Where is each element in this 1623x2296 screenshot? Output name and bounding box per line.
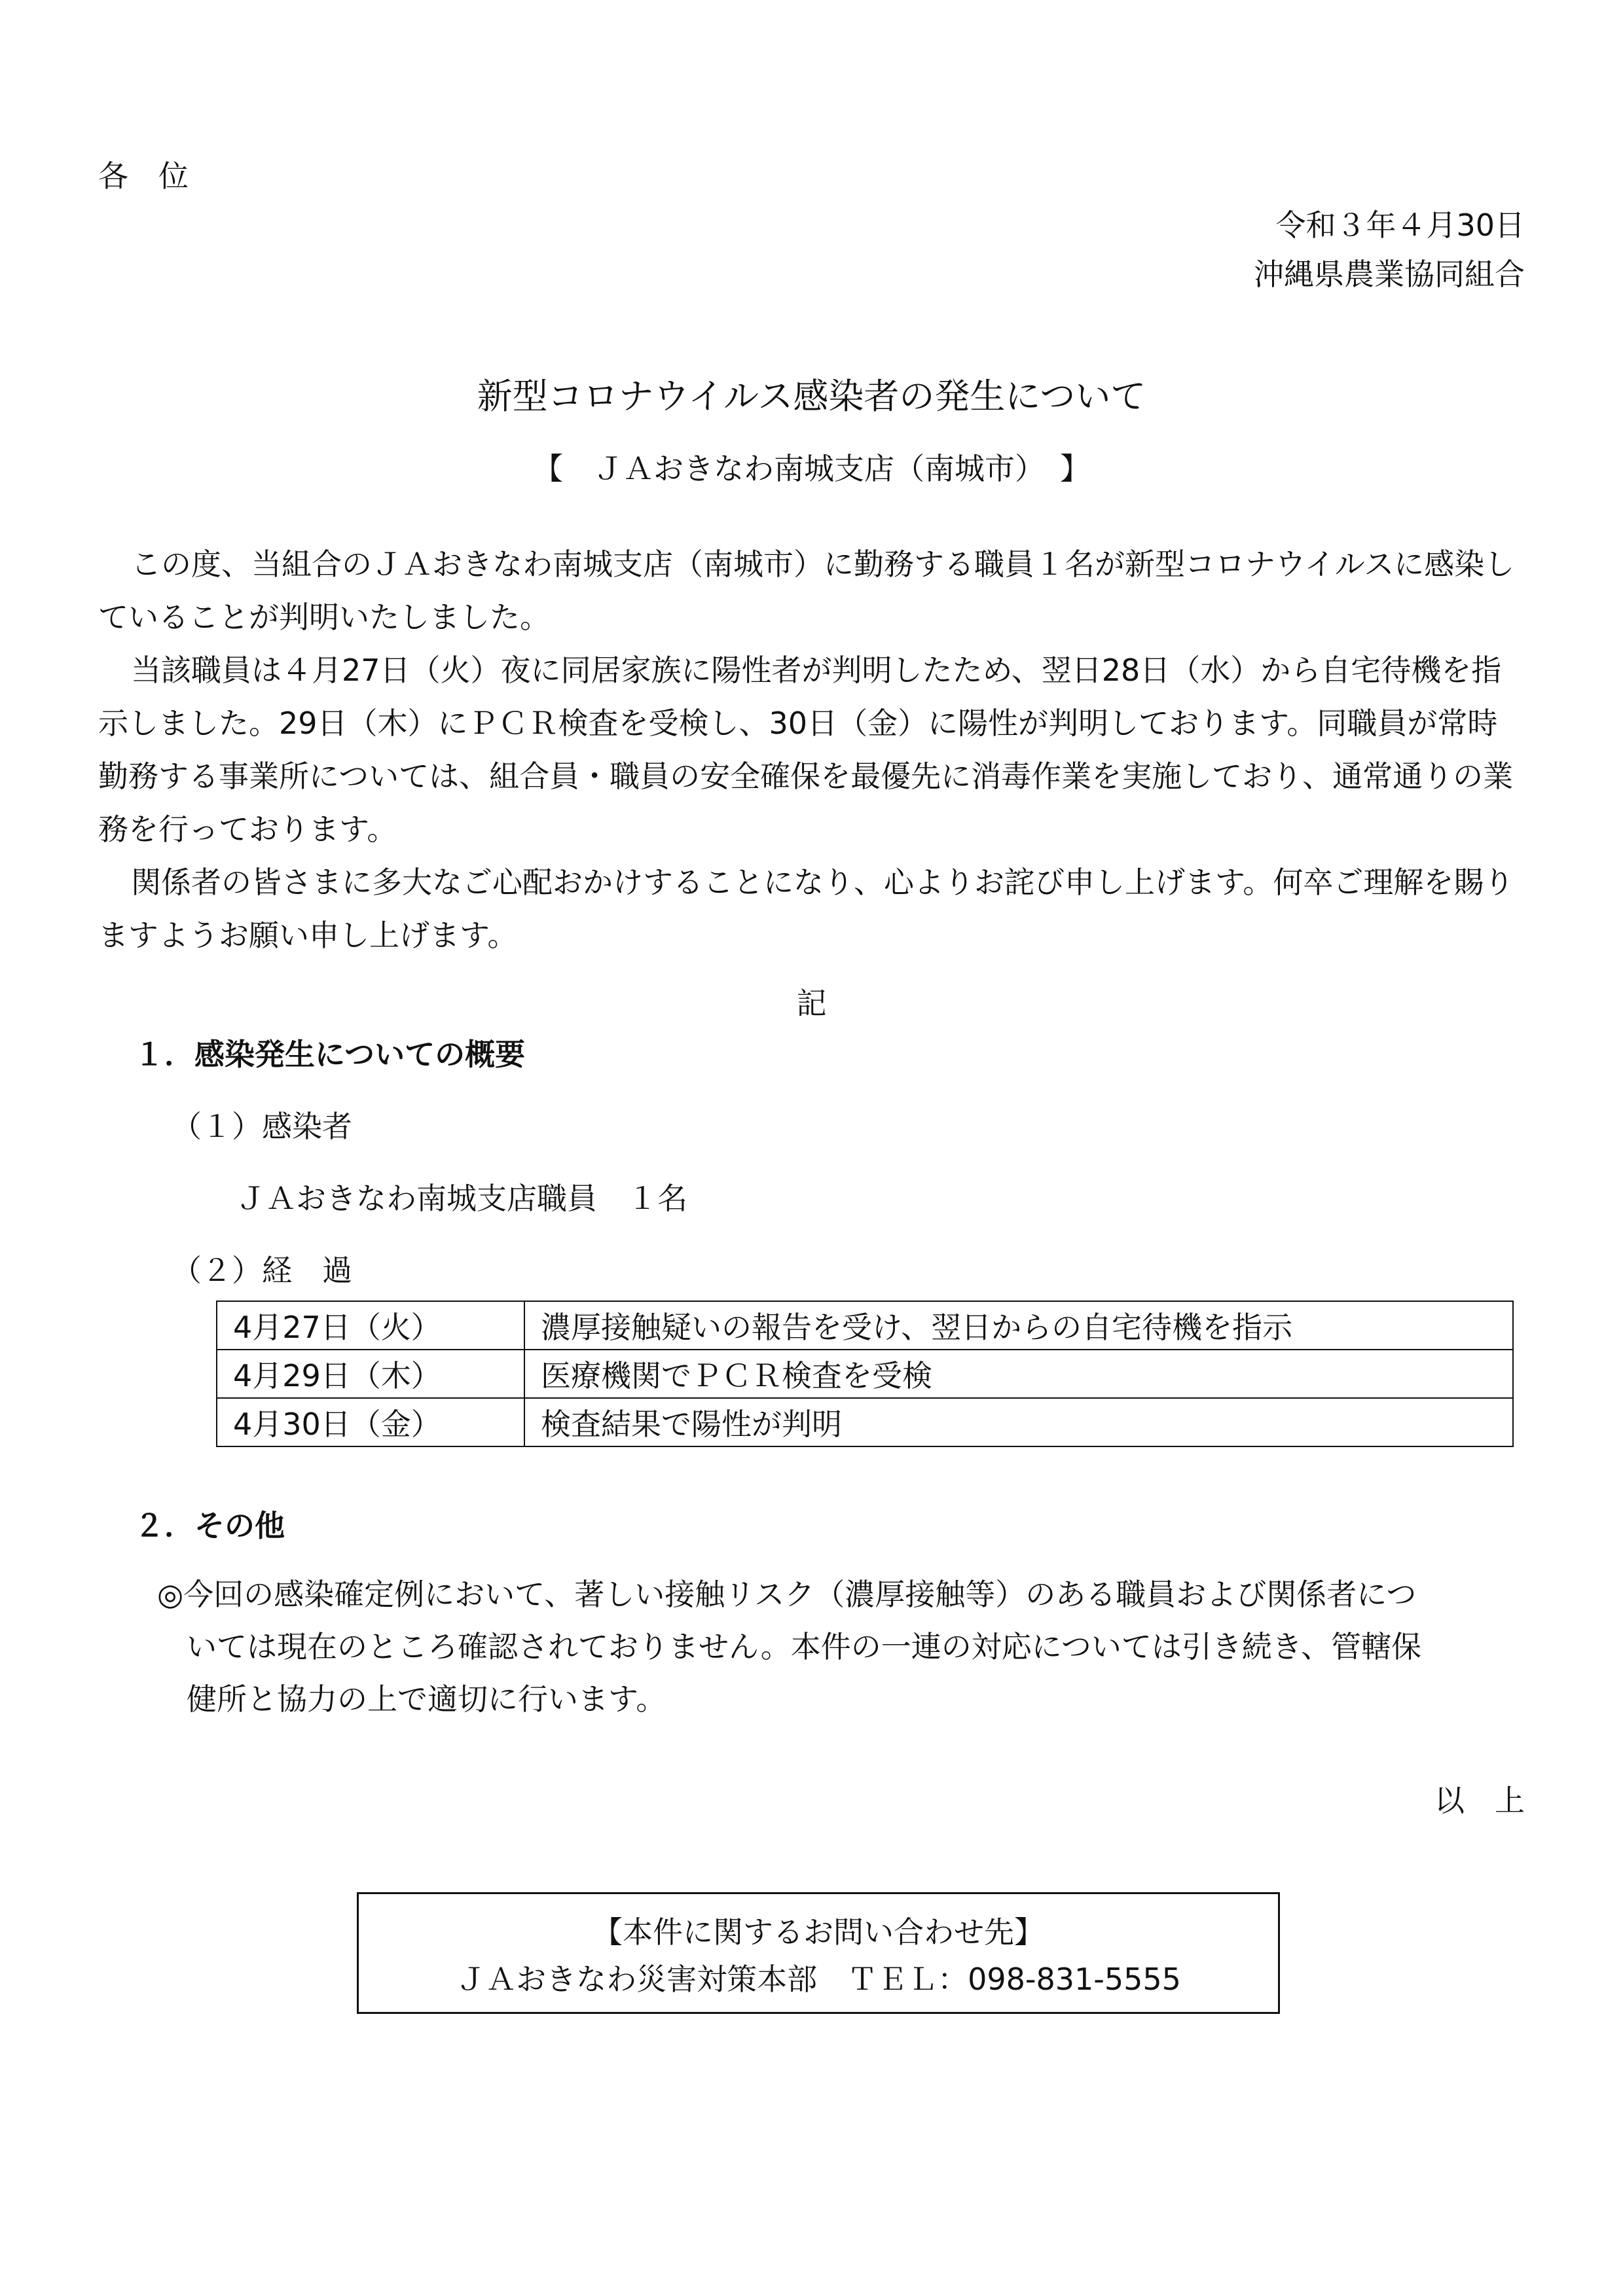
timeline-event: 検査結果で陽性が判明 <box>524 1398 1513 1446</box>
timeline-date: 4月29日（木） <box>217 1350 524 1398</box>
document-date: 令和３年４月30日 <box>1275 207 1525 243</box>
table-row <box>217 1301 1513 1350</box>
section1-sub2-label: （２）経 過 <box>172 1253 352 1288</box>
section2-heading: ２．その他 <box>134 1508 285 1543</box>
body-paragraph-3: 関係者の皆さまに多大なご心配おかけすることになり、心よりお詫び申し上げます。何卒ご理解を賜りますようお願い申し上げます。 <box>98 865 1514 953</box>
body-paragraph-2: 当該職員は４月27日（火）夜に同居家族に陽性者が判明したため、翌日28日（水）から自宅待機を指示しました。29日（木）にＰＣＲ検査を受検し、30日（金）に陽性が判明しております。同職員が常時勤務する事業所については、組合員・職員の安全確保を最優先に消毒作業を実施しており、通常通りの業務を行っております。 <box>98 653 1514 847</box>
contact-line: ＪＡおきなわ災害対策本部 ＴＥＬ：098-831-5555 <box>456 1962 1181 1997</box>
table-row <box>217 1398 1513 1446</box>
timeline-date: 4月27日（火） <box>217 1301 524 1350</box>
section1-sub1-label: （１）感染者 <box>172 1109 352 1144</box>
addressee: 各 位 <box>98 158 189 194</box>
document-title: 新型コロナウイルス感染者の発生について <box>477 376 1146 417</box>
issuer-name: 沖縄県農業協同組合 <box>1254 257 1525 292</box>
timeline-event: 医療機関でＰＣＲ検査を受検 <box>524 1350 1513 1398</box>
other-note-line-2: いては現在のところ確認されておりません。本件の一連の対応については引き続き、管轄保 <box>187 1629 1421 1664</box>
contact-box <box>357 1892 1280 2014</box>
table-row <box>217 1350 1513 1398</box>
section1-heading: １．感染発生についての概要 <box>134 1037 526 1072</box>
timeline-date: 4月30日（金） <box>217 1398 524 1446</box>
closing-mark: 以 上 <box>1434 1783 1525 1818</box>
document-subtitle: 【 ＪＡおきなわ南城支店（南城市） 】 <box>533 451 1090 486</box>
ki-marker: 記 <box>796 986 827 1021</box>
other-note-line-3: 健所と協力の上で適切に行います。 <box>187 1681 666 1717</box>
body-paragraph-1: この度、当組合のＪＡおきなわ南城支店（南城市）に勤務する職員１名が新型コロナウイルスに感染していることが判明いたしました。 <box>98 547 1515 635</box>
contact-heading: 【本件に関するお問い合わせ先】 <box>593 1914 1044 1950</box>
infected-description: ＪＡおきなわ南城支店職員 １名 <box>236 1181 687 1216</box>
body-text <box>98 538 1525 962</box>
timeline-table <box>216 1300 1514 1447</box>
timeline-event: 濃厚接触疑いの報告を受け、翌日からの自宅待機を指示 <box>524 1301 1513 1350</box>
other-note-line-1: ◎今回の感染確定例において、著しい接触リスク（濃厚接触等）のある職員および関係者につ <box>157 1577 1417 1612</box>
